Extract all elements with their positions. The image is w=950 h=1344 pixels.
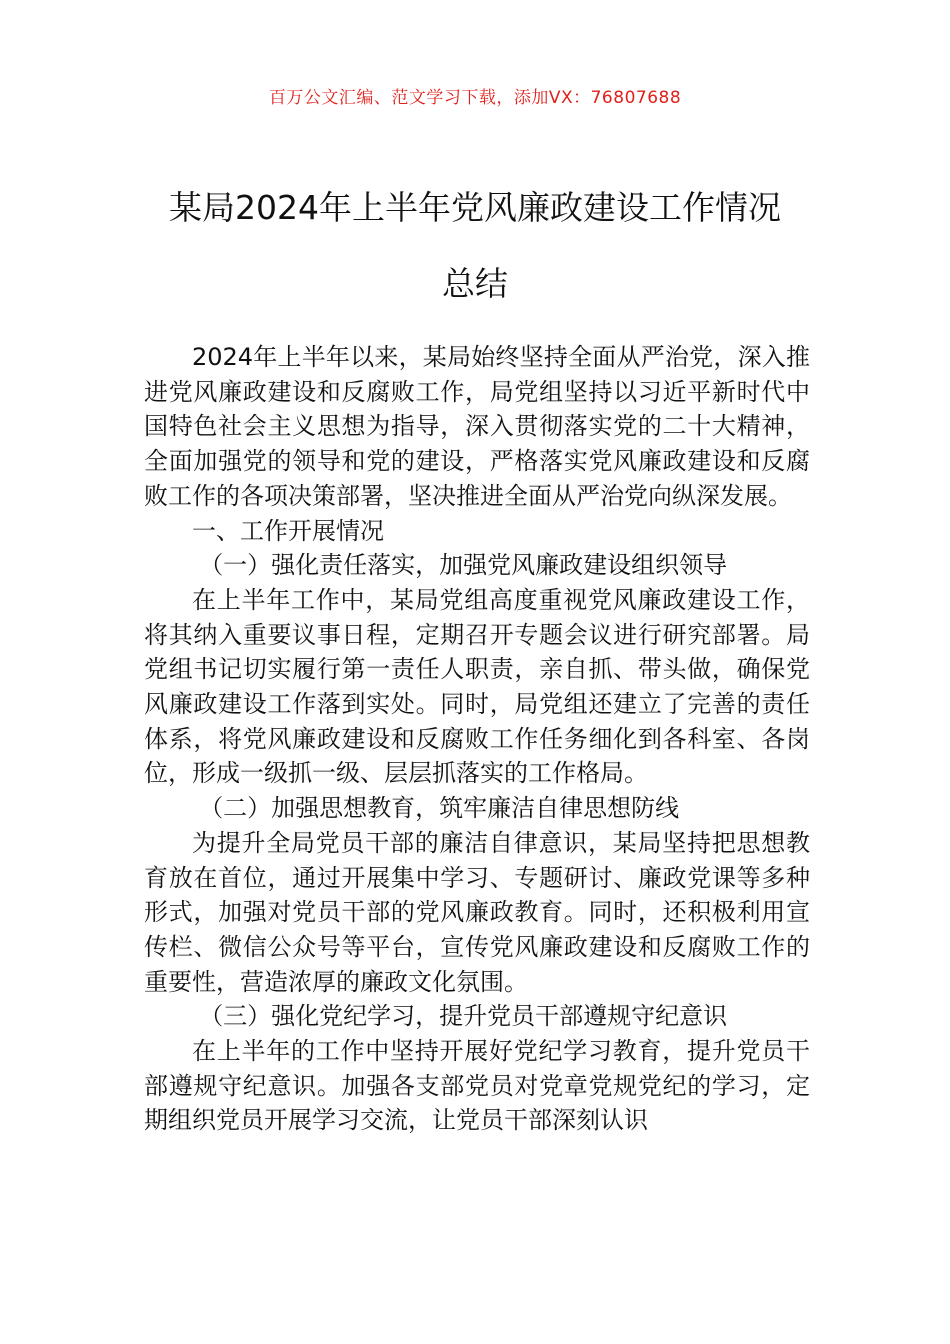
document-title xyxy=(110,170,840,322)
subsection-paragraph-1: 在上半年工作中，某局党组高度重视党风廉政建设工作，将其纳入重要议事日程，定期召开专题会议进行研究部署。局党组书记切实履行第一责任人职责，亲自抓、带头做，确保党风廉政建设工作落到实处。同时，局党组还建立了完善的责任体系，将党风廉政建设和反腐败工作任务细化到各科室、各岗位，形成一级抓一级、层层抓落实的工作格局。 xyxy=(144,585,810,788)
subsection-heading-1: （一）强化责任落实，加强党风廉政建设组织领导 xyxy=(199,551,728,580)
intro-paragraph: 2024年上半年以来，某局始终坚持全面从严治党，深入推进党风廉政建设和反腐败工作，局党组坚持以习近平新时代中国特色社会主义思想为指导，深入贯彻落实党的二十大精神，全面加强党的领导和党的建设，严格落实党风廉政建设和反腐败工作的各项决策部署，坚决推进全面从严治党向纵深发展。 xyxy=(144,343,810,510)
header-note: 百万公文汇编、范文学习下载，添加VX：76807688 xyxy=(268,88,682,108)
subsection-paragraph-2: 为提升全局党员干部的廉洁自律意识，某局坚持把思想教育放在首位，通过开展集中学习、专题研讨、廉政党课等多种形式，加强对党员干部的党风廉政教育。同时，还积极利用宣传栏、微信公众号等平台，宣传党风廉政建设和反腐败工作的重要性，营造浓厚的廉政文化氛围。 xyxy=(144,828,810,996)
document-body xyxy=(144,340,810,1138)
title-line-1: 某局2024年上半年党风廉政建设工作情况 xyxy=(169,188,781,227)
subsection-heading-2: （二）加强思想教育，筑牢廉洁自律思想防线 xyxy=(199,794,680,823)
subsection-paragraph-3: 在上半年的工作中坚持开展好党纪学习教育，提升党员干部遵规守纪意识。加强各支部党员对党章党规党纪的学习，定期组织党员开展学习交流，让党员干部深刻认识 xyxy=(144,1037,810,1135)
title-line-2: 总结 xyxy=(442,264,508,303)
section-heading-1: 一、工作开展情况 xyxy=(192,516,384,545)
subsection-heading-3: （三）强化党纪学习，提升党员干部遵规守纪意识 xyxy=(199,1002,728,1031)
